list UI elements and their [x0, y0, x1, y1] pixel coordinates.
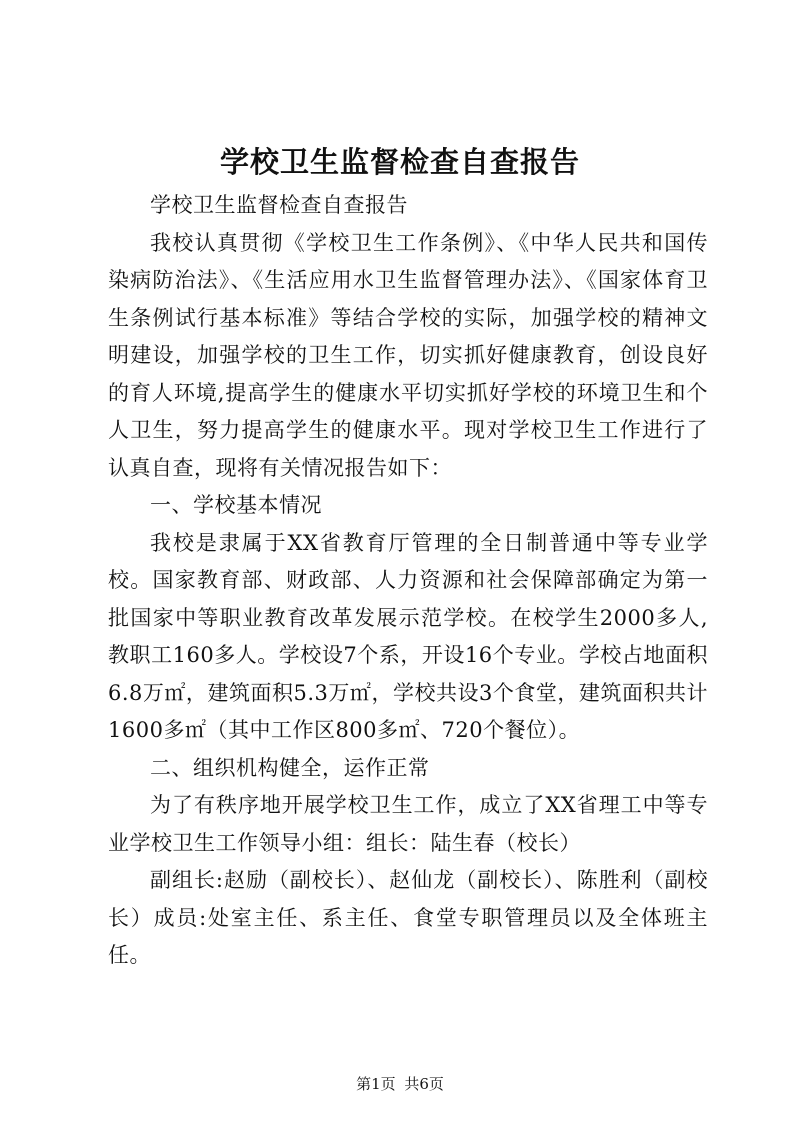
section-heading-basic-info: 一、学校基本情况 [150, 493, 322, 517]
section-heading-organization: 二、组织机构健全，运作正常 [150, 755, 430, 780]
intro-paragraph: 我校认真贯彻《学校卫生工作条例》、《中华人民共和国传染病防治法》、《生活应用水卫生监督管理办法》、《国家体育卫生条例试行基本标准》等结合学校的实际，加强学校的精神文明建设，加强学校的卫生工作，切实抓好健康教育，创设良好的育人环境,提高学生的健康水平切实抓好学校的环境卫生和个人卫生，努力提高学生的健康水平。现对学校卫生工作进行了认真自查，现将有关情况报告如下： [108, 230, 708, 480]
document-body [108, 187, 708, 975]
page-footer [0, 1074, 800, 1094]
page-total: 共6页 [404, 1075, 444, 1093]
organization-paragraph: 为了有秩序地开展学校卫生工作，成立了XX省理工中等专业学校卫生工作领导小组：组长：陆生春（校长） [108, 793, 708, 855]
page-number: 第1页 [356, 1075, 396, 1093]
basic-info-paragraph: 我校是隶属于XX省教育厅管理的全日制普通中等专业学校。国家教育部、财政部、人力资源和社会保障部确定为第一批国家中等职业教育改革发展示范学校。在校学生2000多人,教职工160多人。学校设7个系，开设16个专业。学校占地面积6.8万㎡，建筑面积5.3万㎡，学校共设3个食堂，建筑面积共计1600多㎡（其中工作区800多㎡、720个餐位）。 [108, 530, 708, 742]
subtitle-paragraph: 学校卫生监督检查自查报告 [150, 193, 408, 217]
document-title: 学校卫生监督检查自查报告 [219, 145, 580, 179]
members-paragraph: 副组长:赵励（副校长）、赵仙龙（副校长）、陈胜利（副校长）成员:处室主任、系主任、食堂专职管理员以及全体班主任。 [108, 868, 708, 967]
